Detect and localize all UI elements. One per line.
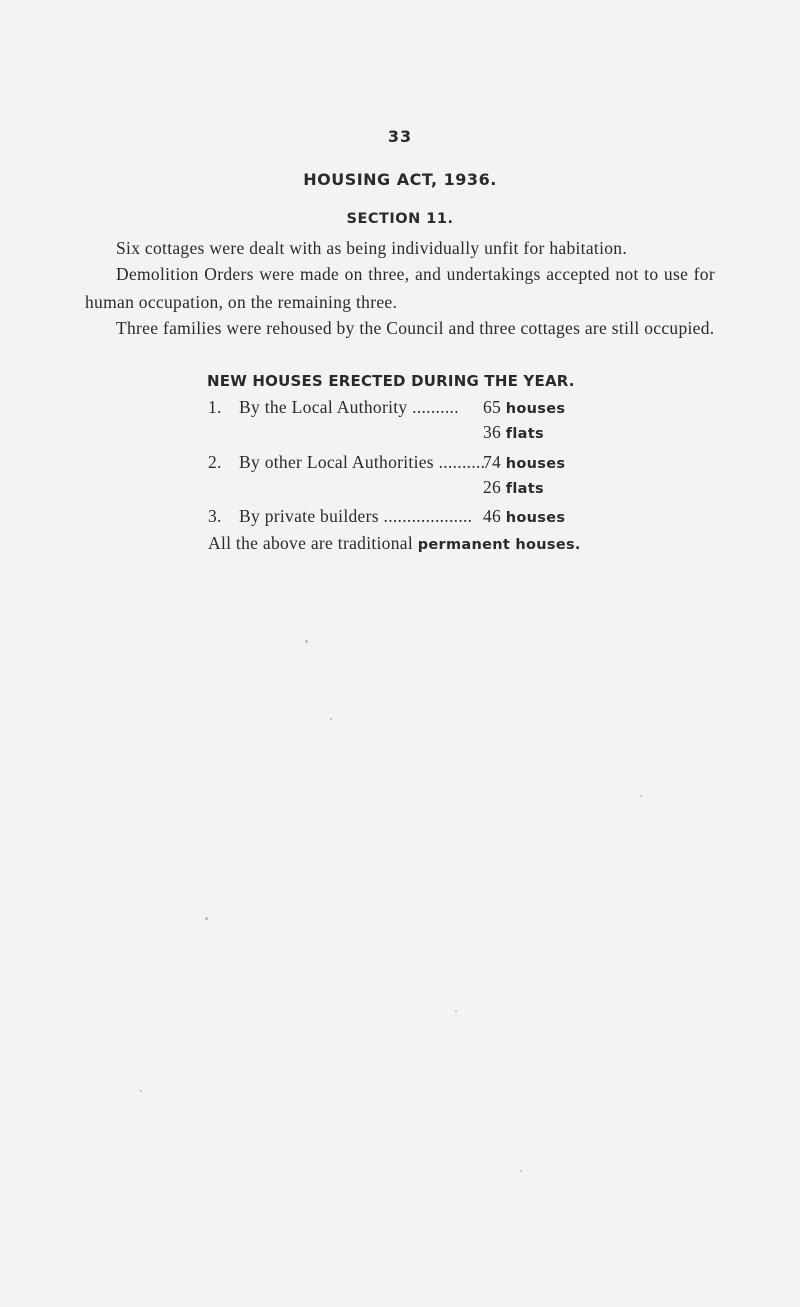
closing-suffix: permanent houses. (417, 537, 581, 553)
value-unit: houses (505, 401, 566, 417)
value-private-builders-houses (483, 506, 565, 527)
value-unit: flats (505, 426, 544, 442)
item-label: By other Local Authorities (239, 452, 434, 472)
value-other-authorities-flats (483, 477, 544, 498)
item-number: 1. (208, 397, 222, 417)
item-label: By private builders (239, 506, 379, 526)
list-item-local-authority (208, 397, 459, 418)
value-other-authorities-houses (483, 452, 565, 473)
value-number: 36 (483, 422, 502, 442)
value-number: 46 (483, 506, 502, 526)
paper-speck (305, 640, 308, 643)
dot-leader: .......... (412, 397, 459, 417)
paragraph-demolition-orders: Demolition Orders were made on three, and undertakings accepted not to use for human occupation, on the remaining three. (85, 264, 715, 312)
value-local-authority-houses (483, 397, 565, 418)
closing-prefix: All the above are traditional (208, 533, 418, 553)
value-unit: houses (505, 456, 566, 472)
value-number: 74 (483, 452, 502, 472)
value-unit: houses (505, 510, 566, 526)
act-title: HOUSING ACT, 1936. (303, 170, 497, 189)
closing-statement (208, 533, 581, 554)
paper-speck (640, 795, 642, 797)
new-houses-heading: NEW HOUSES ERECTED DURING THE YEAR. (207, 372, 575, 390)
value-number: 26 (483, 477, 502, 497)
item-number: 2. (208, 452, 222, 472)
section-title: SECTION 11. (346, 211, 454, 227)
paper-speck (205, 917, 208, 920)
paragraph-unfit-cottages: Six cottages were dealt with as being individually unfit for habitation. (116, 238, 628, 258)
value-unit: flats (505, 481, 544, 497)
page-number: 33 (387, 127, 413, 146)
paper-speck (330, 718, 332, 720)
list-item-other-authorities (208, 452, 485, 473)
dot-leader: .......... (438, 452, 486, 472)
value-number: 65 (483, 397, 502, 417)
paragraph-rehoused-families: Three families were rehoused by the Council and three cottages are still occupied. (116, 318, 715, 338)
list-item-private-builders (208, 506, 472, 527)
paper-speck (520, 1170, 522, 1172)
item-label: By the Local Authority (239, 397, 408, 417)
item-number: 3. (208, 506, 222, 526)
paper-speck (455, 1010, 457, 1012)
dot-leader: ................... (383, 506, 473, 526)
paper-speck (140, 1090, 142, 1092)
value-local-authority-flats (483, 422, 544, 443)
